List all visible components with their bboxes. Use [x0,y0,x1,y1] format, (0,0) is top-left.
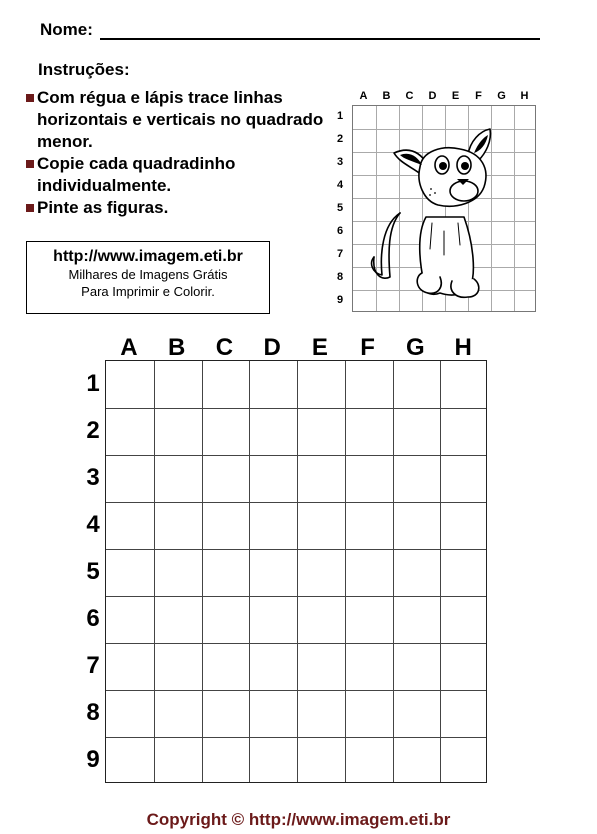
row-label: 9 [336,293,344,306]
row-label: 6 [336,224,344,237]
column-label: B [382,90,391,102]
reference-grid [336,85,540,315]
grid-vline [154,361,155,782]
row-label: 4 [86,510,100,538]
row-label: 1 [336,109,344,122]
row-label: 5 [86,557,100,585]
grid-hline [106,596,486,597]
square-bullet-icon [26,160,34,168]
column-label: F [475,90,482,102]
column-label: E [451,90,460,102]
column-label: B [167,334,186,361]
column-label: D [428,90,437,102]
name-write-line[interactable] [100,38,540,40]
grid-vline [249,361,250,782]
column-label: H [454,334,472,361]
grid-hline [106,408,486,409]
row-label: 9 [86,745,100,773]
grid-vline [440,361,441,782]
column-label: C [215,334,234,361]
cat-drawing-icon [352,105,536,312]
column-label: A [120,334,138,361]
instruction-text: Pinte as figuras. [37,198,169,217]
name-label: Nome: [40,20,93,39]
column-label: C [405,90,414,102]
instruction-text: Copie cada quadradinho individualmente. [37,154,236,195]
grid-vline [393,361,394,782]
column-label: E [311,334,328,361]
row-label: 7 [336,247,344,260]
row-label: 7 [86,651,100,679]
column-label: G [497,90,506,102]
column-label: D [263,334,281,361]
row-label: 2 [86,416,100,444]
instruction-item [24,87,324,153]
info-url-link[interactable]: http://www.imagem.eti.br [53,248,243,265]
grid-hline [106,455,486,456]
instructions-list [24,87,324,219]
row-label: 8 [86,698,100,726]
grid-hline [106,737,486,738]
grid-hline [106,643,486,644]
row-label: 5 [336,201,344,214]
row-label: 3 [336,155,344,168]
row-label: 3 [86,463,100,491]
square-bullet-icon [26,94,34,102]
instruction-item [24,153,324,197]
row-label: 8 [336,270,344,283]
grid-hline [106,549,486,550]
drawing-frame[interactable] [105,360,487,783]
column-label: A [359,90,368,102]
drawing-grid [70,330,490,790]
row-label: 1 [86,369,100,397]
grid-vline [202,361,203,782]
row-label: 4 [336,178,344,191]
info-box [26,241,270,314]
column-label: G [406,334,425,361]
copyright-footer: Copyright © http://www.imagem.eti.br [146,810,451,829]
row-label: 2 [336,132,344,145]
instruction-item [24,197,324,219]
info-line-1: Milhares de Imagens Grátis [68,267,228,282]
column-label: H [520,90,529,102]
info-line-2: Para Imprimir e Colorir. [81,284,215,299]
row-label: 6 [86,604,100,632]
square-bullet-icon [26,204,34,212]
instructions-title: Instruções: [38,60,130,79]
grid-hline [106,502,486,503]
instruction-text: Com régua e lápis trace linhas horizontais e verticais no quadrado menor. [37,88,324,151]
column-label: F [360,334,375,361]
grid-vline [297,361,298,782]
grid-vline [345,361,346,782]
grid-hline [106,690,486,691]
